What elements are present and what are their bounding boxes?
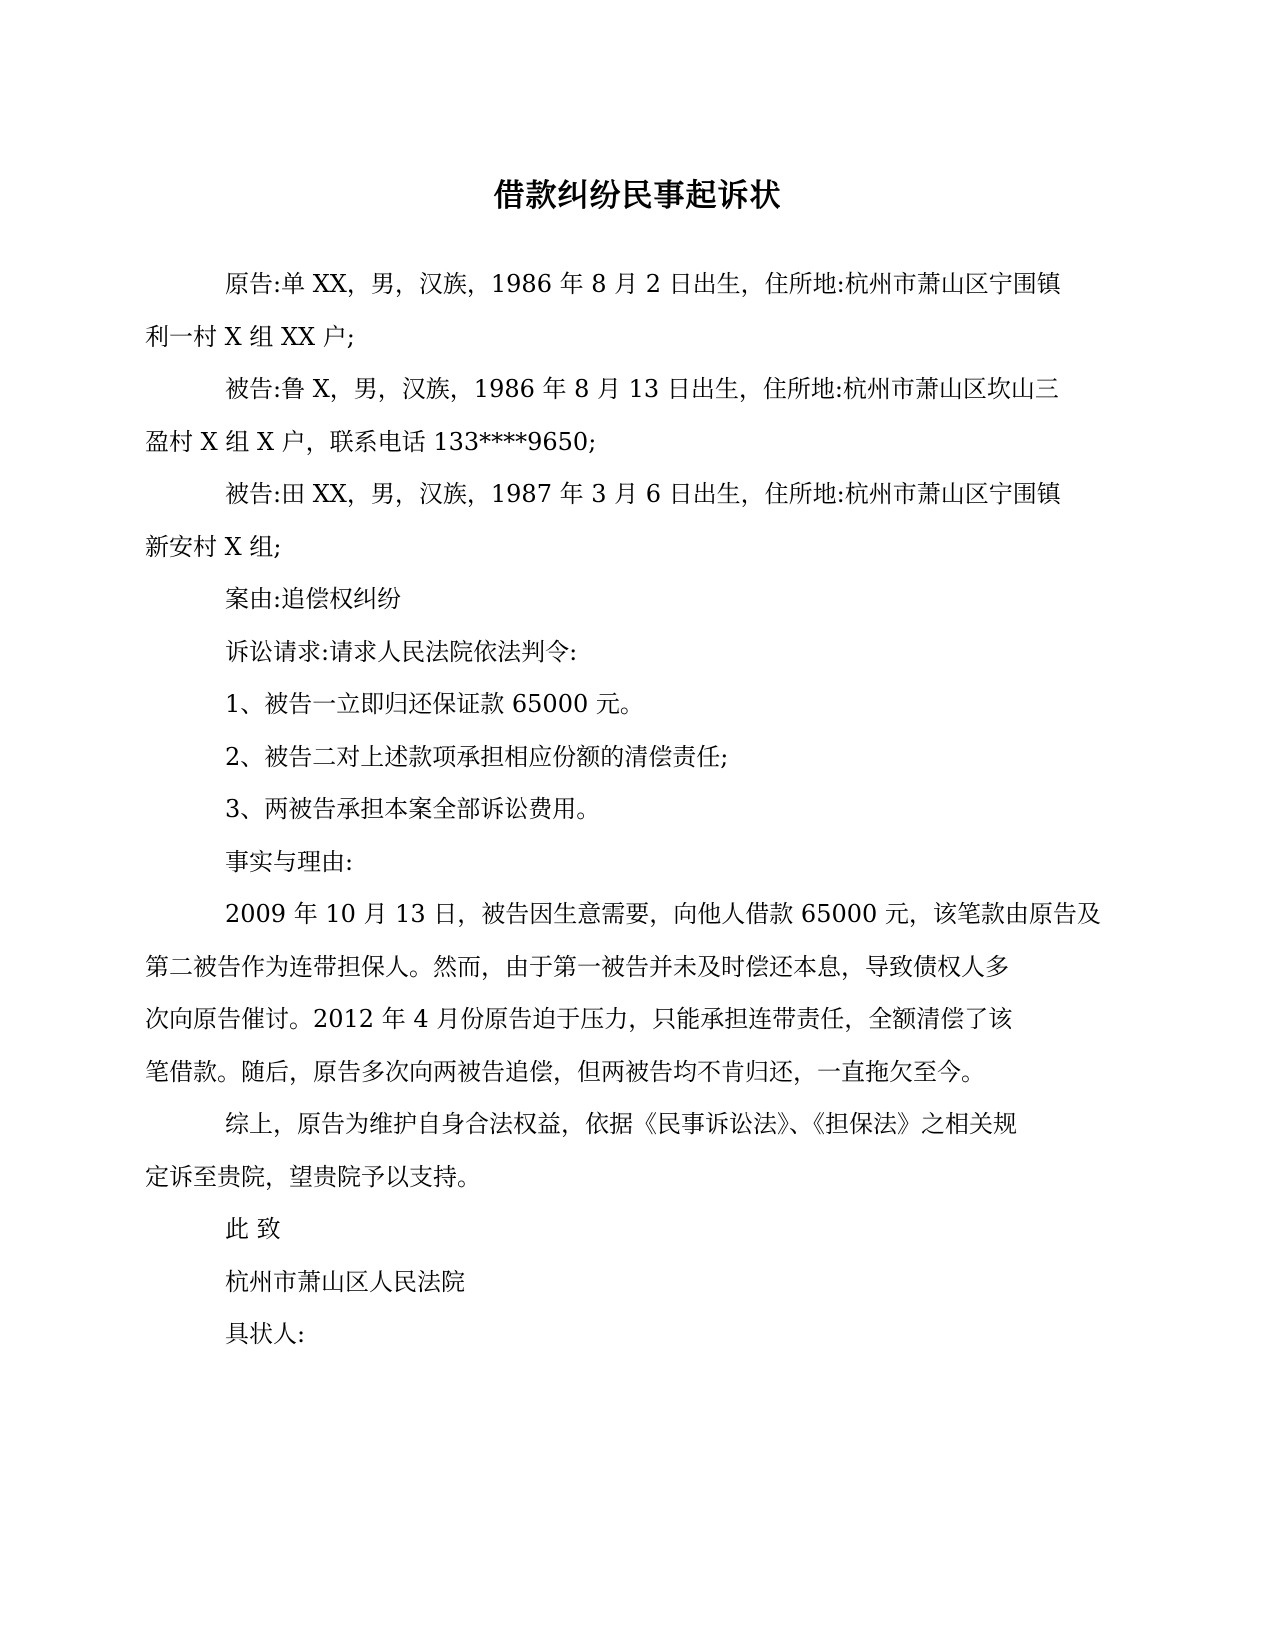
text-line: 2009 年 10 月 13 日，被告因生意需要，向他人借款 65000 元，该笔款由原告及 (225, 900, 1101, 928)
text-line: 被告:鲁 X，男，汉族，1986 年 8 月 13 日出生，住所地:杭州市萧山区坎山三 (225, 375, 1059, 403)
paragraph-summary (145, 1098, 1075, 1203)
text-line: 综上，原告为维护自身合法权益，依据《民事诉讼法》、《担保法》之相关规 (225, 1110, 1017, 1138)
paragraph-claim-2 (185, 731, 1075, 784)
text-line: 案由:追偿权纠纷 (225, 585, 402, 613)
paragraph-claim-3 (185, 783, 1075, 836)
text-line: 盈村 X 组 X 户，联系电话 133****9650; (145, 427, 597, 456)
document-title: 借款纠纷民事起诉状 (493, 178, 782, 214)
paragraph-court (185, 1256, 1075, 1309)
paragraph-facts-heading (185, 836, 1075, 889)
text-line: 利一村 X 组 XX 户; (145, 322, 355, 351)
paragraph-defendant-1 (145, 363, 1075, 468)
text-line: 3、两被告承担本案全部诉讼费用。 (225, 795, 601, 823)
paragraph-signer (185, 1308, 1075, 1361)
paragraph-claim-1 (185, 678, 1075, 731)
document-body (145, 258, 1101, 1361)
text-line: 1、被告一立即归还保证款 65000 元。 (225, 690, 644, 718)
text-line: 定诉至贵院，望贵院予以支持。 (145, 1162, 481, 1191)
text-line: 笔借款。随后，原告多次向两被告追偿，但两被告均不肯归还，一直拖欠至今。 (145, 1057, 985, 1086)
text-line: 原告:单 XX，男，汉族，1986 年 8 月 2 日出生，住所地:杭州市萧山区宁围镇 (225, 270, 1061, 298)
text-line: 2、被告二对上述款项承担相应份额的清偿责任; (225, 742, 729, 771)
paragraph-cause (185, 573, 1075, 626)
text-line: 诉讼请求:请求人民法院依法判令: (225, 637, 578, 666)
paragraph-salutation (185, 1203, 1075, 1256)
text-line: 此 致 (225, 1215, 281, 1243)
text-line: 杭州市萧山区人民法院 (225, 1267, 465, 1296)
paragraph-facts (145, 888, 1101, 1098)
paragraph-claims-heading (185, 626, 1075, 679)
paragraph-defendant-2 (145, 468, 1075, 573)
text-line: 被告:田 XX，男，汉族，1987 年 3 月 6 日出生，住所地:杭州市萧山区宁围镇 (225, 480, 1061, 508)
text-line: 次向原告催讨。2012 年 4 月份原告迫于压力，只能承担连带责任，全额清偿了该 (145, 1005, 1013, 1033)
text-line: 新安村 X 组; (145, 532, 282, 561)
text-line: 第二被告作为连带担保人。然而，由于第一被告并未及时偿还本息，导致债权人多 (145, 952, 1009, 981)
text-line: 具状人: (225, 1320, 306, 1348)
text-line: 事实与理由: (225, 847, 354, 876)
paragraph-plaintiff (145, 258, 1075, 363)
